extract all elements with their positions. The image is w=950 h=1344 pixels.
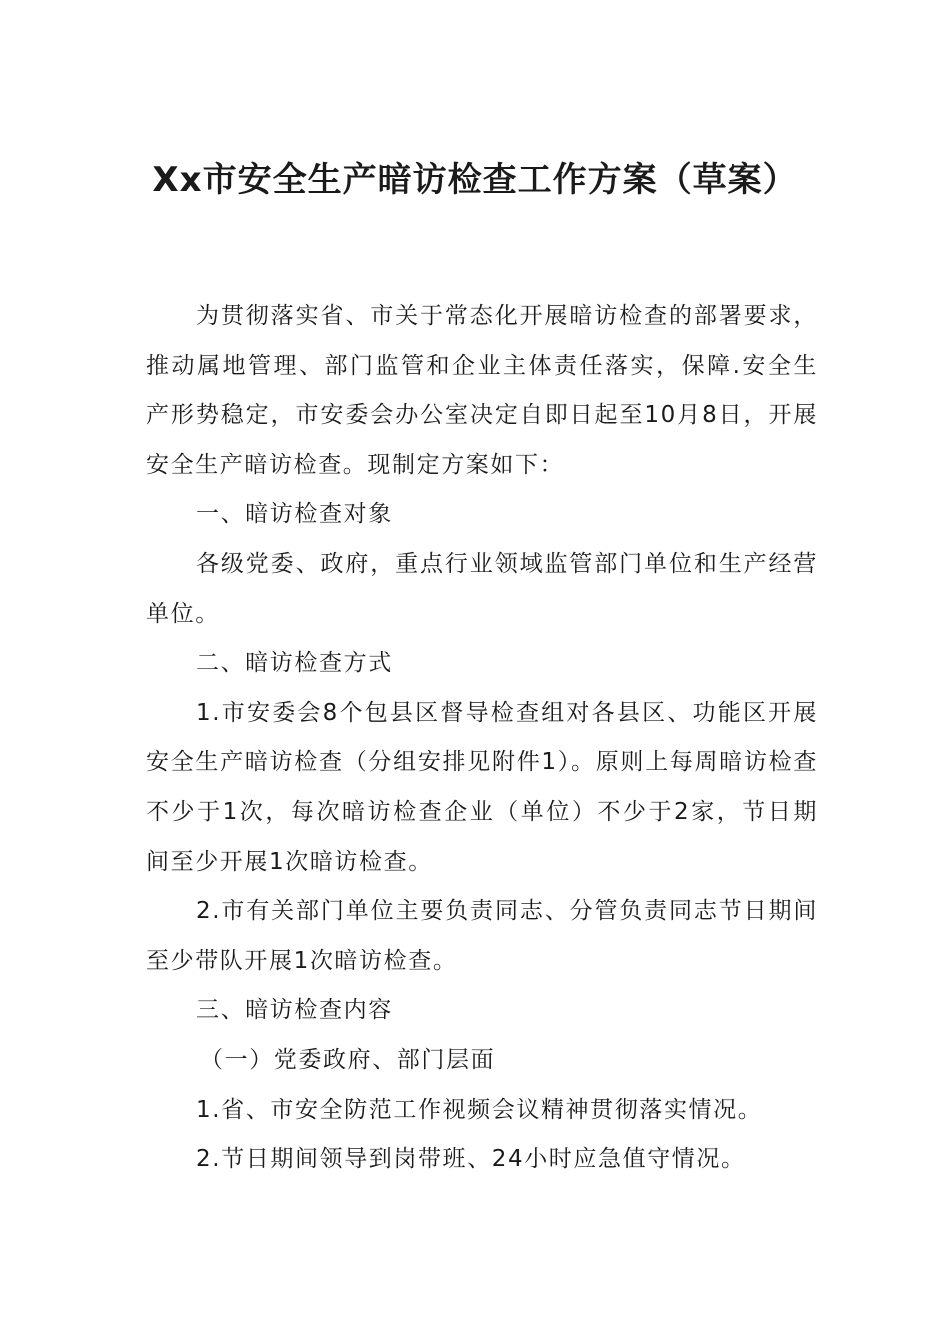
content-item-1: 1.省、市安全防范工作视频会议精神贯彻落实情况。: [196, 1096, 763, 1123]
inspection-targets-paragraph: 各级党委、政府，重点行业领域监管部门单位和生产经营单位。: [146, 550, 818, 627]
inspection-method-item-2: 2.市有关部门单位主要负责同志、分管负责同志节日期间至少带队开展1次暗访检查。: [146, 898, 818, 974]
document-body: [146, 292, 818, 1185]
inspection-method-item-1: 1.市安委会8个包县区督导检查组对各县区、功能区开展安全生产暗访检查（分组安排见附件1）。原则上每周暗访检查不少于1次，每次暗访检查企业（单位）不少于2家，节日期间至少开展1次暗访检查。: [146, 699, 818, 875]
subsection-heading-party-government: （一）党委政府、部门层面: [200, 1046, 496, 1073]
content-item-2: 2.节日期间领导到岗带班、24小时应急值守情况。: [196, 1146, 746, 1173]
section-heading-inspection-content: 三、暗访检查内容: [196, 997, 393, 1024]
intro-paragraph: 为贯彻落实省、市关于常态化开展暗访检查的部署要求，推动属地管理、部门监管和企业主体责任落实，保障.安全生产形势稳定，市安委会办公室决定自即日起至10月8日，开展安全生产暗访检查。现制定方案如下：: [146, 303, 818, 478]
section-heading-inspection-targets: 一、暗访检查对象: [196, 501, 393, 528]
document-title: Xx市安全生产暗访检查工作方案（草案）: [152, 160, 798, 200]
section-heading-inspection-methods: 二、暗访检查方式: [196, 650, 393, 677]
